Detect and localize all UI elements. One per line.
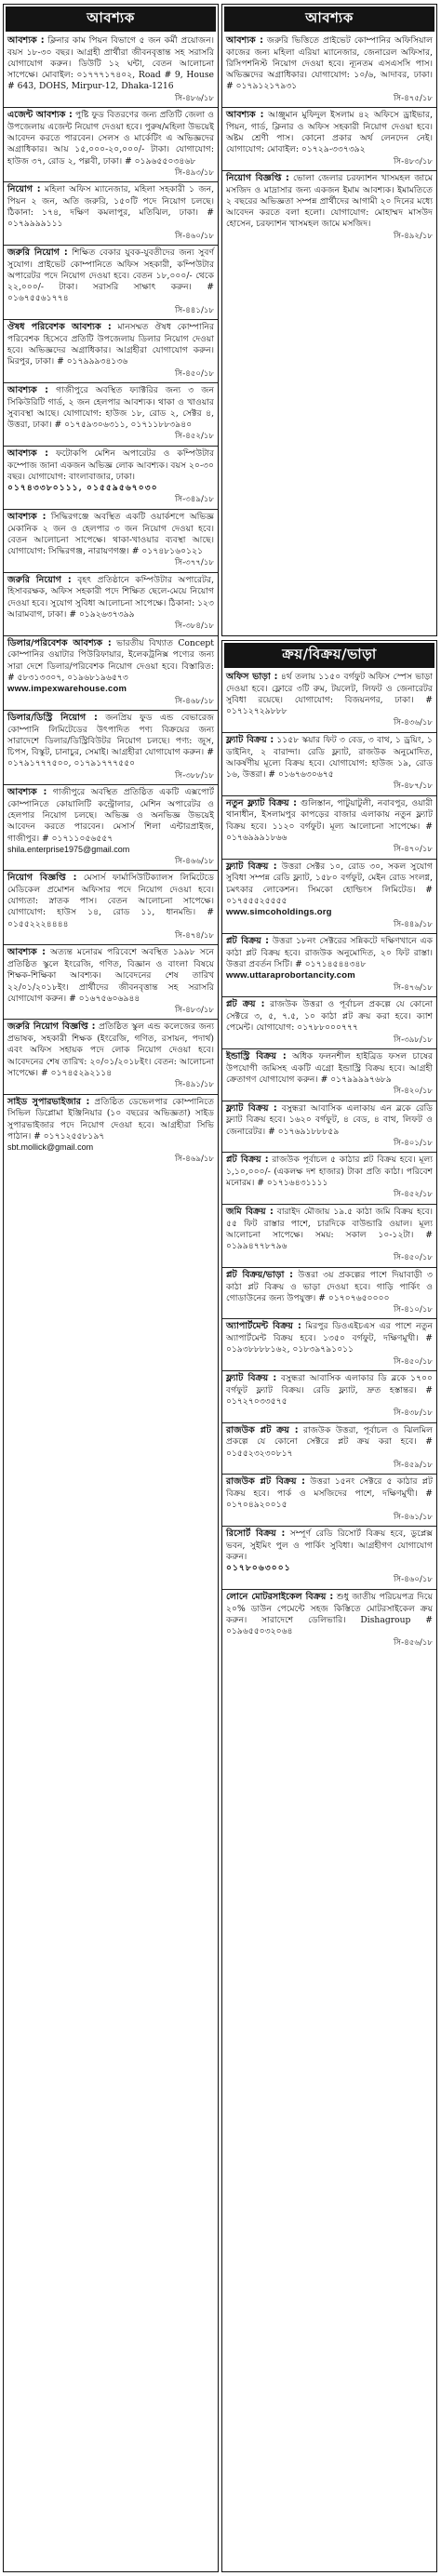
classified-ad bbox=[222, 1205, 436, 1268]
ad-title: প্লট বিক্রয় : bbox=[226, 1155, 269, 1166]
ad-phone: ০১৭৪৩৩৮০১১১, ০১৫৫৯৫৬৭০৩০ bbox=[7, 483, 158, 494]
ad-body: বৃহৎ প্রতিষ্ঠানে কম্পিউটার অপারেটর, হিসাবরক্ষক, অফিস সহকারী পদে শিক্ষিত ছেলে-মেয়ে নিয়োগ দেওয়া হবে। সুযোগ সুবিধা আলোচনা সাপেক্ষে। ঠিকানা: ১২৩ আরামবাগ, ঢাকা। # ০১৯২৬৩৭৩৯৯ bbox=[7, 574, 215, 620]
classified-ad bbox=[4, 33, 218, 108]
ad-title: জরুরি নিয়োগ : bbox=[7, 247, 68, 259]
ad-code: সি-৪১০/১৮ bbox=[393, 1304, 433, 1315]
classified-ad bbox=[222, 1101, 436, 1154]
ad-body: ক্লিনার কাম পিয়ন বিভাগে ৫ জন কর্মী প্রয়োজন। বয়স ১৮-৩০ বছর। আগ্রহী প্রার্থীরা জীবনবৃত্তান্ত সহ সরাসরি যোগাযোগ করুন। ডিউটি ১২ ঘন্টা, বেতন আলোচনা সাপেক্ষে। মোবাইল: ০১৭৭৭১৭৪০২, Road # 9, House # 643, DOHS, Mirpur-12, Dhaka-1216 bbox=[7, 34, 215, 92]
ad-body: শুধু জাতীয় পরিচয়পত্র দিয়ে ২০% ডাউন পেমেন্টে সহজ কিস্তিতে মোটরসাইকেল ক্রয় করুন। সারাদেশে ডেলিভারি। Dishagroup # ০১৯৬৫৫০৩২০৬৪ bbox=[226, 1591, 433, 1637]
ad-code: সি-৪৮৩/১৮ bbox=[393, 156, 433, 167]
ad-code: সি-৪৫০/১৮ bbox=[393, 1253, 433, 1263]
ad-title: আবশ্যক : bbox=[7, 511, 47, 522]
ad-title: ঔষধ পরিবেশক আবশ্যক : bbox=[7, 322, 112, 333]
ad-body: রাজউক উত্তরা ও পূর্বাচল প্রকল্পে যে কোনো সেক্টরে ৩, ৫, ৭.৫, ১০ কাঠা প্লট ক্রয় করা হবে। ক্যাশ পেমেন্ট। যোগাযোগ: ০১৭৮৮০০০৭৭৭ bbox=[226, 999, 434, 1034]
ad-code: সি-৪৫০/১৮ bbox=[393, 1356, 433, 1367]
ad-code: সি-৪৭৬/১৮ bbox=[393, 982, 433, 993]
ad-title: লোনে মোটরসাইকেল বিক্রয় : bbox=[226, 1591, 334, 1602]
classified-ad bbox=[222, 733, 436, 796]
ad-title: নিয়োগ : bbox=[7, 184, 41, 195]
ad-title: নতুন ফ্ল্যাট বিক্রয় : bbox=[226, 797, 297, 808]
ad-code: সি-৩৮৮/১৮ bbox=[174, 770, 214, 781]
classified-ad bbox=[4, 246, 218, 320]
classified-ad bbox=[222, 934, 436, 997]
ad-title: আবশ্যক : bbox=[226, 110, 264, 121]
ad-code: সি-৪০১/১৮ bbox=[393, 1138, 433, 1148]
ad-body: রাজউক উত্তরা, পূর্বাচল ও ঝিলমিল প্রকল্পে যে কোনো সেক্টরে প্লট ক্রয় করা হবে। # ০১৫৫২৩২৩০৮১৭ bbox=[226, 1424, 434, 1459]
classified-ad bbox=[4, 447, 218, 510]
ad-title: অ্যাপার্টমেন্ট বিক্রয় : bbox=[226, 1321, 301, 1332]
ad-title: ডিলার/পরিবেশক আবশ্যক : bbox=[7, 637, 112, 648]
section-header-wanted-right: আবশ্যক bbox=[224, 7, 434, 32]
ad-website[interactable]: www.uttaraprobortancity.com bbox=[226, 970, 355, 981]
wanted-section-right bbox=[221, 4, 437, 636]
ad-title: প্লট বিক্রয়/ভাড়া : bbox=[226, 1269, 293, 1280]
ad-code: সি-৪৬১/১৮ bbox=[393, 1512, 433, 1522]
ad-code: সি-৩৮৪/১৮ bbox=[174, 621, 214, 632]
classified-ad bbox=[4, 1020, 218, 1094]
classified-ad bbox=[222, 33, 436, 108]
right-column bbox=[221, 4, 437, 2572]
classified-ad bbox=[222, 1049, 436, 1101]
ad-body: প্রতিষ্ঠিত স্কুল এন্ড কলেজের জন্য প্রভাষক, সহকারী শিক্ষক (ইংরেজি, গণিত, রসায়ন, পদার্থ) এবং অফিস সহায়ক পদে লোক নিয়োগ দেওয়া হবে। আবেদনের শেষ তারিখ: ২০/০১/২০১৮ইং। বেতন: আলোচনা সাপেক্ষে। # ০১৭৪৫২৯২১১৪ bbox=[7, 1021, 215, 1078]
classified-ad bbox=[222, 1319, 436, 1371]
ad-code: সি-৪৪৯/১৮ bbox=[393, 919, 433, 929]
ad-code: সি-৪৯২/১৮ bbox=[393, 231, 433, 241]
ad-code: সি-৩৪৯/১৮ bbox=[174, 495, 214, 505]
ad-website[interactable]: www.simcoholdings.org bbox=[226, 907, 332, 918]
ad-email[interactable]: sbt.mollick@gmail.com bbox=[7, 1141, 94, 1152]
ad-title: অফিস ভাড়া : bbox=[226, 671, 278, 682]
classified-ad bbox=[4, 785, 218, 871]
ad-body: পুষ্টি ফুড বিতরণের জন্য প্রতিটি জেলা ও উপজেলায় এজেন্ট নিয়োগ দেওয়া হবে। পুরুষ/মহিলা উভয়েই আবেদন করতে পারবেন। সেলস ও মার্কেটিং এ অভিজ্ঞদের অগ্রাধিকার। আয় ১৫,০০০-২০,০০০/- টাকা। যোগাযোগ: হাউজ ৩৭, রোড ২, পল্লবী, ঢাকা। # ০১৯৬৫৫০৩৪৬৮ bbox=[7, 110, 214, 167]
classified-ad bbox=[4, 636, 218, 712]
ad-code: সি-৪৫৯/১৮ bbox=[393, 1460, 433, 1470]
classified-ad bbox=[222, 1590, 436, 1652]
ad-code: সি-৪৮৭/১৮ bbox=[393, 781, 433, 792]
ad-code: সি-৪৮৬/১৮ bbox=[174, 93, 214, 103]
left-ads-list bbox=[4, 33, 218, 1168]
ad-body: অধিক ফলনশীল হাইব্রিড ফসল চাষের উপযোগী জমিসহ একটি এগ্রো ইন্ডাস্ট্রি বিক্রয় হবে। আগ্রহী ক্রেতাগণ যোগাযোগ করুন। # ০১৭৯৯৯৯৭৬৮৯ bbox=[226, 1050, 433, 1085]
ad-code: সি-৪৯১/১৮ bbox=[174, 1080, 214, 1090]
ad-body: সিদ্ধিরগঞ্জে অবস্থিত একটি ওয়ার্কশপে অভিজ্ঞ মেকানিক ২ জন ও হেলপার ৩ জন নিয়োগ দেওয়া হবে। বেতন আলোচনা সাপেক্ষে। থাকা-খাওয়ার ব্যবস্থা আছে। যোগাযোগ: সিদ্ধিরগঞ্জ, নারায়ণগঞ্জ। # ০১৭৪৮১৬০১২১ bbox=[7, 511, 214, 556]
classified-ad bbox=[222, 1371, 436, 1423]
ad-title: জমি বিক্রয় : bbox=[226, 1206, 274, 1217]
classified-ad bbox=[4, 383, 218, 447]
ad-title: আবশ্যক : bbox=[7, 947, 47, 958]
ad-body: উত্তরা সেক্টর ১০, রোড ৩০, সকল সুযোগ সুবিধা সম্পন্ন রেডি ফ্ল্যাট, ১৫৮০ বর্গফুট, মেইন রোড সংলগ্ন, চমৎকার লোকেশন। সিমকো হোল্ডিংস লিমিটেড। # ০১৭৫৫৫২৫৫৫৫ bbox=[226, 861, 433, 906]
ad-code: সি-৪৬৬/১৮ bbox=[174, 856, 214, 866]
right-ads-list-1 bbox=[222, 33, 436, 245]
classified-ad bbox=[4, 182, 218, 246]
ad-code: সি-৪৪১/১৮ bbox=[174, 305, 214, 315]
classified-ad bbox=[222, 670, 436, 733]
ad-title: জরুরি নিয়োগ : bbox=[7, 574, 72, 585]
classified-ad bbox=[4, 573, 218, 636]
ad-body: ভারতীয় বিখ্যাত Concept কোম্পানির ওয়াটার পিউরিফায়ার, ইলেকট্রনিক্স পণ্যের জন্য সারা দেশে ডিলার/পরিবেশক নিয়োগ দেওয়া হবে। বিস্তারিত: # ৫৮৩১৩৩০৭, ০১৯৬৮১৯৬৫৭৩ bbox=[7, 637, 214, 683]
ad-phone: ০১৭৮০৬৩০০১ bbox=[226, 1563, 291, 1574]
ad-body: উত্তরা ৩য় প্রকল্পের পাশে দিয়াবাড়ী ৩ কাঠা প্লট বিক্রয় ও ভাড়া দেওয়া হবে। গাড়ি পার্কিং ও গোডাউনের জন্য উপযুক্ত। # ০১৭০৭৬৫০০০০ bbox=[226, 1269, 434, 1303]
classified-ad bbox=[4, 510, 218, 573]
ad-title: নিয়োগ বিজ্ঞপ্তি : bbox=[7, 873, 77, 884]
ad-code: সি-৪২০/১৮ bbox=[393, 1087, 433, 1097]
ad-body: গাজীপুরে অবস্থিত ফ্যাক্টরির জন্য ৩ জন সিকিউরিটি গার্ড, ২ জন হেলপার আবশ্যক। থাকা ও খাওয়ার সুব্যবস্থা আছে। যোগাযোগ: হাউজ ১৮, রোড ২, সেক্টর ৪, উত্তরা, ঢাকা। # ০১৭৫৯৩০৬৩১১, ০১৭১১৮৮৩৯৪০ bbox=[7, 385, 214, 431]
ad-body: জনপ্রিয় ফুড এন্ড বেভারেজ কোম্পানি লিমিটেডের উৎপাদিত পণ্য বিক্রয়ের জন্য সারাদেশে ডিলার/ডিস্ট্রিবিউটর নিয়োগ চলছে। পণ্য: জুস, চিপস, বিস্কুট, চানাচুর, সেমাই। আগ্রহীরা যোগাযোগ করুন। # ০১৭৯১৭৭৭৫০০, ০১৭৯১৭৭৭৫৫০ bbox=[7, 713, 215, 769]
ad-code: সি-৪৫২/১৮ bbox=[174, 432, 214, 442]
wanted-section bbox=[3, 4, 219, 2572]
ad-title: আবশ্যক : bbox=[226, 34, 263, 46]
ad-code: সি-৩৯৮/১৮ bbox=[393, 1034, 433, 1045]
ad-body: মানসম্মত ঔষধ কোম্পানির পরিবেশক হিসেবে প্রতিটি উপজেলায় ডিলার নিয়োগ দেওয়া হবে। অভিজ্ঞদের অগ্রাধিকার। আগ্রহীরা যোগাযোগ করুন। মিরপুর, ঢাকা। # ০১৭৯৯৯৩৪১৩৬ bbox=[7, 322, 215, 367]
ad-title: আবশ্যক : bbox=[7, 787, 47, 798]
ad-title: প্লট বিক্রয় : bbox=[226, 936, 269, 947]
ad-body: ভোলা জেলার চরফ্যাশন খাসমহল জামে মসজিদ ও মাদ্রাসার জন্য একজন ইমাম আবশ্যক। ইমামতিতে ২ বছরের অভিজ্ঞতা সম্পন্ন প্রার্থীদের আগামী ২০ দিনের মধ্যে আবেদন করতে বলা হলো। যোগাযোগ: মোহাম্মদ মাসউদ হোসেন, চরফ্যাশন খাসমহল জামে মসজিদ। bbox=[226, 172, 434, 230]
ad-code: সি-৪৭০/১৮ bbox=[393, 845, 433, 855]
ad-code: সি-৪৩৮/১৮ bbox=[393, 1408, 433, 1419]
ad-body: গুলিস্তান, পাটুয়াটুলী, নবাবপুর, ওয়ারী থানাধীন, ইসলামপুর কাপড়ের বাজার এলাকায় নতুন ফ্ল্যাট বিক্রয় হবে। ১১২০ বর্গফুট। মূল্য আলোচনা সাপেক্ষে। # ০১৭৬৯৯৯১৮৬৬ bbox=[226, 797, 434, 843]
ad-code: সি-৪৫০/১৮ bbox=[174, 368, 214, 379]
classified-ad bbox=[222, 1527, 436, 1590]
ad-body: ৪র্থ তলায় ১১৫০ বর্গফুট অফিস স্পেস ভাড়া দেওয়া হবে। ফ্লোরে ৩টি রুম, টয়লেট, লিফট ও জেনারেটর সুবিধা রয়েছে। যোগাযোগ: বিজয়নগর, ঢাকা। # ০১৭১২৭২৯৮৮৮ bbox=[226, 671, 434, 717]
section-header-buy-sell-rent: ক্রয়/বিক্রয়/ভাড়া bbox=[224, 643, 434, 668]
classified-ad bbox=[222, 108, 436, 171]
ad-body: উত্তরা ১৮নং সেক্টরের সন্নিকটে দক্ষিণখানে এক কাঠা প্লট বিক্রয় হবে। রাজউক অনুমোদিত, ২০ ফিট রাস্তা। উত্তরা প্রবর্তন সিটি। # ০১৭১৪৫৪৪৩৪৮ bbox=[226, 936, 433, 970]
ad-body: আঞ্জুমান মুফিদুল ইসলাম ৪২ অফিসে ড্রাইভার, পিয়ন, গার্ড, ক্লিনার ও অফিস সহকারী নিয়োগ দেওয়া হবে। অষ্টম শ্রেণী পাস। কোনো প্রকার অর্থ লেনদেন নেই। যোগাযোগ: মোবাইল: ০১৭২৯-৩৩৭৩৯২ bbox=[226, 110, 433, 155]
ad-title: নিয়োগ বিজ্ঞপ্তি : bbox=[226, 172, 289, 183]
ad-title: ফ্ল্যাট বিক্রয় : bbox=[226, 1102, 277, 1114]
classified-ad bbox=[222, 796, 436, 860]
buy-sell-rent-section bbox=[221, 640, 437, 2572]
classified-ad bbox=[4, 711, 218, 785]
ad-title: ফ্ল্যাট বিক্রয় : bbox=[226, 861, 277, 872]
ad-body: মহিলা অফিস ম্যানেজার, মহিলা সহকারী ১ জন, পিয়ন ২ জন, অতি জরুরি, ১৫০টি পদে নিয়োগ চলছে। ঠিকানা: ১৭৪, দক্ষিণ কমলাপুর, মতিঝিল, ঢাকা। # ০১৭৯৯৯৯১১১ bbox=[7, 184, 215, 230]
classified-ad bbox=[4, 1095, 218, 1168]
right-ads-list-2 bbox=[222, 670, 436, 1652]
ad-code: সি-৪৫২/১৮ bbox=[393, 1190, 433, 1200]
ad-body: গাজীপুরে অবস্থিত প্রতিষ্ঠিত একটি এক্সপোর্ট কোম্পানিতে কোয়ালিটি কন্ট্রোলার, মেশিন অপারেটর ও হেলপার নিয়োগ চলছে। অভিজ্ঞ ও অনভিজ্ঞ উভয়েই আবেদন করতে পারবেন। মেসার্স শিলা এন্টারপ্রাইজ, গাজীপুর। # ০১৭১১০৫৬৫৫৭ bbox=[7, 787, 214, 844]
ad-title: ইন্ডাস্ট্রি বিক্রয় : bbox=[226, 1050, 287, 1061]
classified-ad bbox=[4, 945, 218, 1020]
ad-code: সি-৪৬০/১৮ bbox=[393, 1575, 433, 1585]
ad-body: মিরপুর ডিওএইচএস এর পাশে নতুন অ্যাপার্টমেন্ট বিক্রয় হবে। ১৩৫০ বর্গফুট, দক্ষিণমুখী। # ০১৯৩৮৮৮৮১৬২, ০১৮৩৯৭৯১০১১ bbox=[226, 1321, 433, 1355]
ad-body: মেসার্স ফার্মাসিউটিক্যালস লিমিটেডে মেডিকেল প্রমোশন অফিসার পদে নিয়োগ দেওয়া হবে। যোগ্যতা: স্নাতক পাস। বেতন আলোচনা সাপেক্ষে। যোগাযোগ: হাউস ১৪, রোড ১১, ধানমন্ডি। # ০১৫৫২২২৪৪৪৪ bbox=[7, 873, 214, 929]
ad-code: সি-৪৭৪/১৮ bbox=[174, 930, 214, 941]
classified-ad bbox=[222, 997, 436, 1049]
classified-ad bbox=[4, 320, 218, 383]
ad-title: রাজউক প্লট ক্রয় : bbox=[226, 1424, 299, 1435]
ad-website[interactable]: www.impexwarehouse.com bbox=[7, 683, 127, 694]
classified-ad bbox=[222, 1268, 436, 1320]
section-header-wanted: আবশ্যক bbox=[6, 7, 216, 32]
ad-title: জরুরি নিয়োগ বিজ্ঞপ্তি : bbox=[7, 1021, 96, 1033]
ad-title: রিসোর্ট বিক্রয় : bbox=[226, 1528, 286, 1539]
ad-body: শিক্ষিত বেকার যুবক-যুবতীদের জন্য সুবর্ণ সুযোগ। প্রাইভেট কোম্পানিতে অফিস সহকারী, কম্পিউটার অপারেটর পদে নিয়োগ দেওয়া হবে। বেতন ১৮,০০০/- থেকে ২২,০০০/- টাকা। সরাসরি সাক্ষাৎ করুন। # ০১৬৭৫৫৬১৭৭৪ bbox=[7, 247, 215, 304]
ad-code: সি-৪৬৮/১৮ bbox=[174, 696, 214, 706]
left-column bbox=[3, 4, 219, 2572]
ad-body: জরুরি ভিত্তিতে প্রাইভেট কোম্পানির অফিসিয়াল কাজের জন্য মহিলা এরিয়া ম্যানেজার, জেনারেল অফিসার, রিসিপশনিস্ট নিয়োগ দেওয়া হবে। ন্যূনতম এসএসসি পাস। অভিজ্ঞদের অগ্রাধিকার। যোগাযোগ: ১০/৬, আদাবর, ঢাকা। # ০১৭৯১২১৭৯৩১ bbox=[226, 34, 433, 92]
classified-ad bbox=[222, 1153, 436, 1205]
ad-body: ফটোকপি মেশিন অপারেটর ও কম্পিউটার কম্পোজ জানা একজন অভিজ্ঞ লোক আবশ্যক। বয়স ২০-৩০ বছর। যোগাযোগ: বাংলাবাজার, ঢাকা। bbox=[7, 447, 214, 482]
ad-body: উত্তরা ১৫নং সেক্টরে ৫ কাঠার প্লট বিক্রয় হবে। পার্ক ও মসজিদের পাশে, দক্ষিণমুখী। # ০১৭০৪৯২০০১৫ bbox=[226, 1476, 433, 1511]
ad-title: ডিলার/ডিস্ট্রি নিয়োগ : bbox=[7, 713, 98, 724]
ad-title: এজেন্ট আবশ্যক : bbox=[7, 110, 73, 121]
ad-title: রাজউক প্লট বিক্রয় : bbox=[226, 1476, 306, 1488]
ad-code: সি-৪৭৫/১৮ bbox=[393, 93, 433, 103]
ad-title: ফ্ল্যাট বিক্রয় : bbox=[226, 1373, 277, 1384]
ad-body: বারাইদ মৌজায় ১৯.৫ কাঠা জমি বিক্রয় হবে। ৫৫ ফিট রাস্তার পাশে, চারদিকে বাউন্ডারি ওয়াল। মূল্য আলোচনা সাপেক্ষে। সময়: সকাল ১০-১২টা। # ০১৯৯৪৭৭৮৭৯৬ bbox=[226, 1206, 433, 1252]
ad-title: ফ্ল্যাট বিক্রয় : bbox=[226, 734, 274, 745]
ad-code: সি-৪৫৬/১৮ bbox=[393, 1638, 433, 1648]
classified-ad bbox=[222, 1475, 436, 1527]
classified-ad bbox=[4, 108, 218, 182]
ad-title: প্লট ক্রয় : bbox=[226, 999, 265, 1010]
ad-body: সম্পূর্ণ রেডি রিসোর্ট বিক্রয় হবে, ডুপ্লেক্স ভবন, সুইমিং পুল ও পার্কিং সুবিধা। আগ্রহীগণ যোগাযোগ করুন। bbox=[226, 1528, 434, 1562]
ad-email[interactable]: shila.enterprise1975@gmail.com bbox=[7, 844, 130, 854]
ad-code: সি-৪৯৩/১৮ bbox=[174, 167, 214, 178]
ad-code: সি-৪৬৯/১৮ bbox=[174, 1154, 214, 1164]
ad-body: বসুন্ধরা আবাসিক এলাকায় এন ব্লকে রেডি ফ্ল্যাট বিক্রয় হবে। ১৬২০ বর্গফুট, ৪ বেড, ৪ বাথ, লিফট ও জেনারেটর। # ০১৭৬৯১৮৮৮৫৯ bbox=[226, 1102, 434, 1137]
ad-title: আবশ্যক : bbox=[7, 385, 49, 396]
ad-code: সি-৩৭৭/১৮ bbox=[174, 558, 214, 568]
ad-code: সি-৪৩৬/১৮ bbox=[393, 718, 433, 728]
classified-ad bbox=[222, 860, 436, 935]
ad-code: সি-৪৬০/১৮ bbox=[174, 231, 214, 241]
ad-title: আবশ্যক : bbox=[7, 34, 45, 46]
ad-code: সি-৪৮৩/১৮ bbox=[174, 1006, 214, 1015]
classified-ad bbox=[4, 871, 218, 945]
ad-body: প্রতিষ্ঠিত ডেভেলপার কোম্পানিতে সিভিল ডিপ্লোমা ইঞ্জিনিয়ার (১০ বছরের অভিজ্ঞতা) সাইড সুপারভাইজার পদে নিয়োগ দেওয়া হবে। আগ্রহীরা সিভি পাঠান। # ০১৭১২৫৫৮১৯৭ bbox=[7, 1096, 214, 1141]
ad-title: আবশ্যক : bbox=[7, 447, 49, 459]
ad-body: বসুন্ধরা আবাসিক এলাকার ডি ব্লকে ১৭০০ বর্গফুট ফ্ল্যাট বিক্রয়। রেডি ফ্ল্যাট, দ্রুত হস্তান্তর। # ০১৭২৭০৩৩৫৭৫ bbox=[226, 1373, 434, 1408]
ad-body: ১১৫৮ স্কয়ার ফিট ৩ বেড, ৩ বাথ, ১ ড্রয়িং, ১ ডাইনিং, ২ বারান্দা। রেডি ফ্ল্যাট, রাজউক অনুমোদিত, আকর্ষণীয় মূল্যে বিক্রয় হবে। যোগাযোগ: হাউজ ১৯, রোড ১৬, উত্তরা। # ০১৬৭৬৩০৬৭৫ bbox=[226, 734, 433, 781]
ad-body: অত্যন্ত মনোরম পরিবেশে অবস্থিত ১৯৯৮ সনে প্রতিষ্ঠিত স্কুলে ইংরেজি, গণিত, বিজ্ঞান ও বাংলা বিষয়ে শিক্ষক-শিক্ষিকা আবশ্যক। আবেদনের শেষ তারিখ ২২/০১/২০১৮ইং। প্রার্থীদের জীবনবৃত্তান্ত সহ সরাসরি যোগাযোগ করুন। # ০১৬৭৫৬০৬৯৪৪ bbox=[7, 947, 214, 1004]
ad-title: সাইড সুপারভাইজার : bbox=[7, 1096, 90, 1107]
classified-ad bbox=[222, 1423, 436, 1475]
ad-body: রাজউক পূর্বাচল ৫ কাঠার প্লট বিক্রয় হবে। মূল্য ১,১০,০০০/- (একলক্ষ দশ হাজার) টাকা প্রতি কাঠা। পরিবেশ মনোরম। # ০১৭১৬৪৩১১১১ bbox=[226, 1155, 434, 1189]
classified-ad bbox=[222, 171, 436, 245]
